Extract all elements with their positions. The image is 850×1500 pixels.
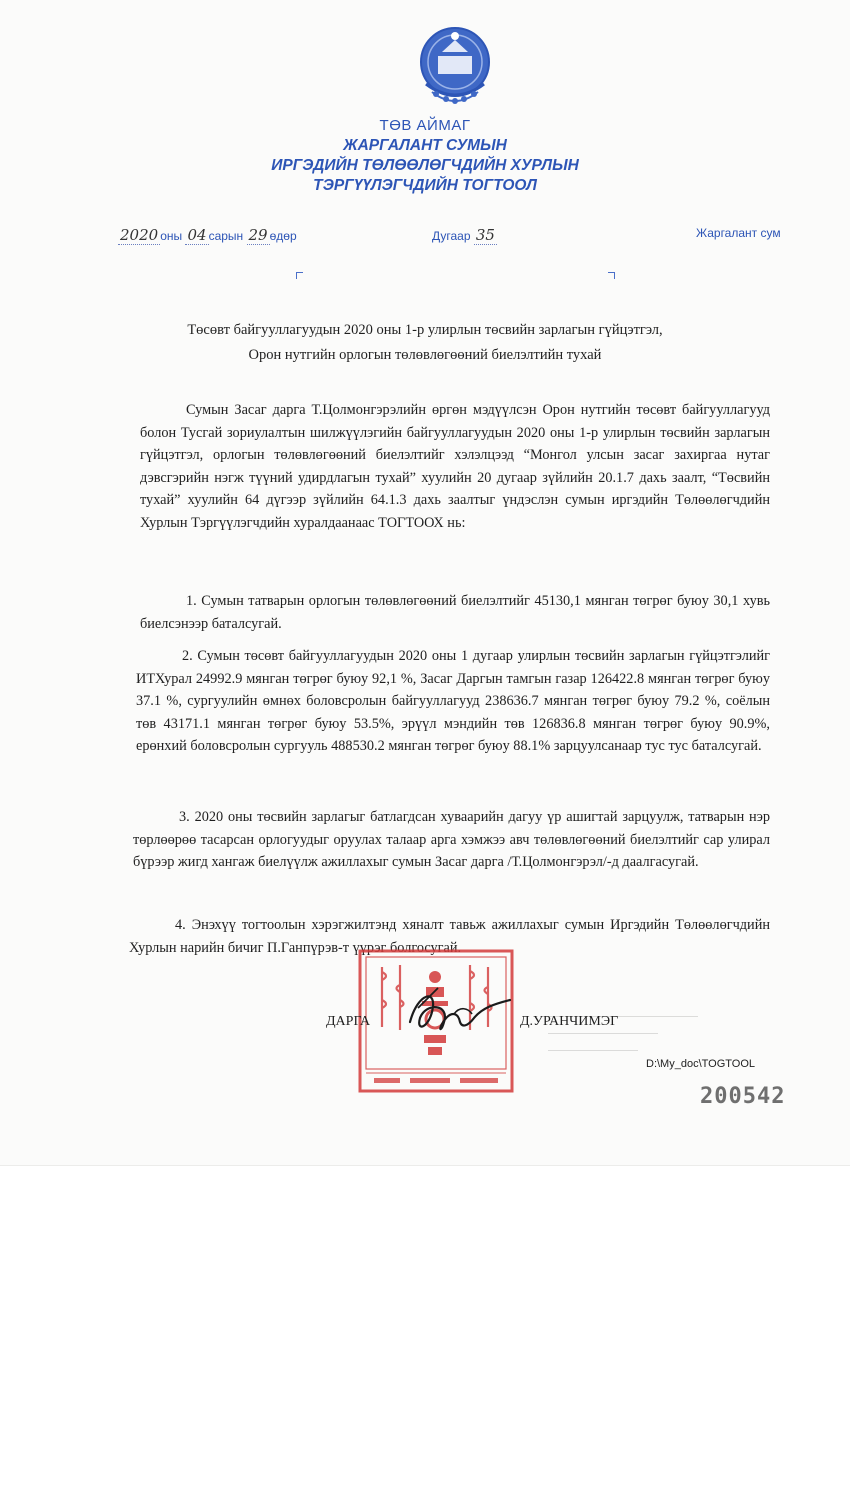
place-name: Жаргалант сум (696, 226, 781, 240)
decision-item-1: 1. Сумын татварын орлогын төлөвлөгөөний биелэлтийг 45130,1 мянган төгрөг буюу 30,1 хувь биелсэнээр баталсугай. (140, 593, 770, 632)
date-day-label: өдөр (269, 229, 297, 243)
date-line (118, 226, 297, 244)
signatory-name: Д.УРАНЧИМЭГ (520, 1014, 619, 1029)
date-month-label: сарын (208, 229, 244, 243)
resolution-title-line2: Орон нутгийн орлогын төлөвлөгөөний биелэлтийн тухай (248, 347, 602, 363)
registration-number: 200542 (700, 1084, 786, 1109)
file-path: D:\My_doc\TOGTOOL (646, 1058, 756, 1070)
document-type: ТЭРГҮҮЛЭГЧДИЙН ТОГТООЛ (313, 177, 537, 194)
signatory-title: ДАРГА (326, 1014, 371, 1029)
date-year: 2020 (120, 226, 159, 244)
council-name: ИРГЭДИЙН ТӨЛӨӨЛӨГЧДИЙН ХУРЛЫН (271, 157, 579, 174)
title-corner-left (296, 272, 303, 279)
aimag-name: ТӨВ АЙМАГ (379, 117, 471, 134)
soum-name: ЖАРГАЛАНТ СУМЫН (343, 137, 507, 154)
number-label: Дугаар (432, 229, 471, 243)
preamble-paragraph: Сумын Засаг дарга Т.Цолмонгэрэлийн өргөн мэдүүлсэн Орон нутгийн төсөвт байгууллагууд болон Тусгай зориулалтын шилжүүлэгийн байгууллагуудын 2020 оны 1-р улирлын төсвийн зарлагын гүйцэтгэл, орлогын төлөвлөгөөний биелэлтийг хэлэлцээд “Монгол улсын засаг захиргаа нутаг дэвсгэрийн нэгж түүний удирдлагын тухай” хуулийн 20 дугаар зүйлийн 20.1.7 дахь заалт, “Төсвийн тухай” хуулийн 64 дүгээр зүйлийн 64.1.3 дахь заалтыг үндэслэн сумын иргэдийн Төлөөлөгчдийн Хурлын Тэргүүлэгчдийн хуралдаанаас ТОГТООХ нь: (140, 402, 770, 531)
date-year-label: оны (160, 229, 183, 243)
number-line (432, 226, 497, 244)
title-corner-right (608, 272, 615, 279)
date-month: 04 (187, 226, 207, 244)
document-number: 35 (475, 226, 495, 244)
date-day: 29 (248, 226, 268, 244)
mongolia-state-emblem-icon (414, 22, 496, 112)
decision-item-4: 4. Энэхүү тогтоолын хэрэгжилтэнд хяналт тавьж ажиллахыг сумын Иргэдийн Төлөөлөгчдийн Хурлын нарийн бичиг П.Ганпүрэв-т үүрэг болгосугай. (129, 917, 770, 956)
decision-item-3: 3. 2020 оны төсвийн зарлагыг батлагдсан хуваарийн дагуу үр ашигтай зарцуулж, татварын нэр төрлөөрөө тасарсан орлогуудыг оруулах талаар арга хэмжээ авч төлөвлөгөөний биелэлтийг сар улирал бүрээр жигд хангаж биелүүлж ажиллахыг сумын Засаг дарга /Т.Цолмонгэрэл/-д даалгасугай. (133, 809, 770, 871)
decision-item-2: 2. Сумын төсөвт байгууллагуудын 2020 оны 1 дугаар улирлын төсвийн зарлагын гүйцэтгэлийг ИТХурал 24992.9 мянган төгрөг буюу 92,1 %, Засаг Даргын тамгын газар 126422.8 мянган төгрөг буюу 37.1 %, сургуулийн өмнөх боловсролын байгууллагууд 238636.7 мянган төгрөг буюу 79.2 %, соёлын төв 43171.1 мянган төгрөг буюу 53.5%, эрүүл мэндийн төв 126836.8 мянган төгрөг буюу 90.9%, ерөнхий боловсролын сургууль 488530.2 мянган төгрөг буюу 88.1% зарцуулсанаар тус тус баталсугай. (136, 648, 770, 755)
resolution-title-line1: Төсөвт байгууллагуудын 2020 оны 1-р улирлын төсвийн зарлагын гүйцэтгэл, (187, 322, 663, 338)
handwritten-signature-icon (398, 982, 528, 1042)
